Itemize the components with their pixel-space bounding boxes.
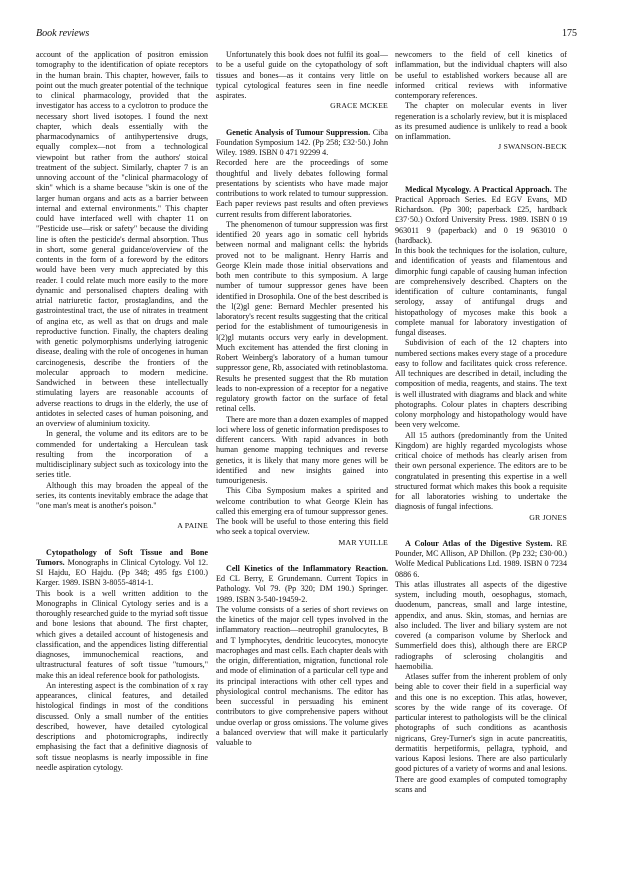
review-paragraph: In this book the techniques for the isolation, culture, and identification of yeasts and filamentous and dimorphic fungi capable of causing human infection are comprehensively described. Chapters on the identification of culture contaminants, fungal serology, assay of antifungal drugs and histopathology of mycoses make this book a complete manual for laboratory investigation of fungal diseases.: [395, 246, 567, 337]
book-title: Genetic Analysis of Tumour Suppression.: [226, 127, 371, 137]
reviewer-signature: A PAINE: [177, 521, 208, 531]
column-3: [395, 50, 567, 795]
book-title: A Colour Atlas of the Digestive System.: [405, 538, 553, 548]
review-paragraph: Although this may broaden the appeal of the series, its contents inevitably embrace the adage that "one man's meat is another's poison.": [36, 480, 208, 510]
review-paragraph: Subdivision of each of the 12 chapters into numbered sections makes every stage of a procedure easy to follow and facilitates quick cross reference. All techniques are described in detail, including the composition of media, reagents, and stains. The text is well illustrated with diagrams and black and white photographs. Colour plates in chapters describing colony morphology and histopathology would have been very welcome.: [395, 338, 567, 430]
review-paragraph: The chapter on molecular events in liver regeneration is a scholarly review, but it is misplaced as its presumed audience is unlikely to read a book on inflammation.: [395, 101, 567, 141]
review-paragraph: All 15 authors (predominantly from the United Kingdom) are highly regarded mycologists whose critical choice of methods has clearly arisen from their own personal experience. The editors are to be congratulated in presenting this expertise in a well structured format which makes this book a requisite for all laboratories wishing to undertake the diagnosis of fungal infections.: [395, 430, 567, 512]
review-citation: [395, 185, 567, 247]
review-citation: [216, 564, 388, 605]
review-paragraph: This book is a well written addition to the Monographs in Clinical Cytology series and is a thoroughly researched guide to the myriad soft tissue and bone lesions that abound. The first chapter, which gives a detailed account of histogenesis and classification, and the appendices listing differential diagnoses, immunochemical reactions, and ultrastructural features of soft tissue "tumours," make this an ideal reference book for pathologists.: [36, 588, 208, 680]
book-title: Cytopathology of Soft Tissue and Bone Tumors.: [36, 547, 208, 567]
review-citation: [36, 548, 208, 589]
review-paragraph: This Ciba Symposium makes a spirited and welcome contribution to what George Klein has called this emerging era of tumour suppressor genes. The book will be useful to those entering this field who seek a topical overview.: [216, 486, 388, 537]
book-title: Cell Kinetics of the Inflammatory Reaction.: [226, 563, 388, 573]
book-details: The Practical Approach Series. Ed EGV Evans, MD Richardson. (Pp 300; paperback £25, hardback £37·50.) Oxford University Press. 1989. ISBN 0 19 963011 9 (paperback) and 0 19 963010 0 (hardback).: [395, 184, 567, 245]
review-paragraph: An interesting aspect is the combination of x ray appearances, clinical features, and detailed histological findings in most of the conditions discussed. Only a small number of the entities described, however, have detailed cytological descriptions and photomicrographs, indirectly emphasising the fact that a definitive diagnosis of soft tissue neoplasms is nearly impossible in fine needle aspiration cytology.: [36, 680, 208, 772]
book-details: Ed CL Berry, E Grundemann. Current Topics in Pathology. Vol 79. (Pp 320; DM 190.) Springer. 1989. ISBN 3-540-19459-2.: [216, 574, 388, 604]
book-details: RE Pounder, MC Allison, AP Dhillon. (Pp 232; £30·00.) Wolfe Medical Publications Ltd. 1989. ISBN 0 7234 0886 6.: [395, 538, 567, 579]
reviewer-signature: MAR YUILLE: [338, 537, 388, 547]
book-details: Ciba Foundation Symposium 142. (Pp 258; £32·50.) John Wiley. 1989. ISBN 0 471 92299 4.: [216, 127, 388, 157]
review-paragraph: The phenomenon of tumour suppression was first identified 20 years ago in somatic cell hybrids between normal and malignant cells: the hybrids proved not to be malignant. Henry Harris and George Klein made those initial observations and both men contribute to this symposium. A large number of tumour suppressor genes have been identified in Drosophila. One of the best described is the l(2)gl gene: Bernard Mechler presented his laboratory's recent results suggesting that the critical period for the establishment of tumourigenesis in l(2)gl mutants occurs very early in development. Much excitement has attended the first cloning in Robert Weinberg's laboratory of a human tumour suppressor gene, Rb, associated with retinoblastoma. Results he presented suggest that the Rb mutation leads to non-expression of a receptor for a negative regulatory growth factor on the surface of fetal retinal cells.: [216, 219, 388, 414]
running-header: Book reviews: [36, 28, 90, 39]
review-paragraph: account of the application of positron emission tomography to the identification of opiate receptors in the human brain. This chapter, however, fails to point out the much greater potential of the technique to clinical pharmacology, provided that the investigator has access to a cyclotron to produce the necessary short lived isotopes. I found the next chapter, which deals essentially with the pharmacodynamics of antihypertensive drugs, equally complex—not from a technological viewpoint but rather from the authors' stoical treatment of the subject. Similarly, chapter 7 is an unnoving account of the "clinical pharmacology of skin" which is a shame because "skin is one of the larger human organs and acts as a barrier between internal and external environments." This chapter could have interfaced well with chapter 11 on "Pesticide use—risk or safety" because the dividing line is often the pesticide's dermal absorption. Thus in short, some general guidance/overview of the contents in the form of a foreword by the editors would have been very much appreciated by this reader. I could relate much more easily to the more dynamic and personalised chapters dealing with atrial natriuretic factor, prostaglandins, and the gastrointestinal tract, the use of nitrates in treatment of angina etc, as well as that on drugs and male reproductive function. Finally, the chapters dealing with genetic polymorphisms underlying iatrogenic disease, dealing with the role of oncogenes in human carcinogenesis, describe the frontiers of the molecular approach to modern medicine. Sandwiched in between these intellectually stimulating layers are reasonable accounts of adverse reactions to drugs in the elderly, the use of antidotes in selected cases of human poisoning, and an overview of aluminium toxicity.: [36, 50, 208, 428]
reviewer-signature: GR JONES: [529, 512, 567, 522]
review-paragraph: Atlases suffer from the inherent problem of only being able to cover their field in a superficial way and this one is no exception. This atlas, however, scores by the wide range of its coverage. Of particular interest to pathologists will be the clinical photographs of such conditions as acanthosis nigricans, Grey-Turner's sign in acute pancreatitis, dermatitis herpetiformis, pellagra, typhoid, and various Kaposi lesions. There are also particularly good pictures of a variety of worms and anal lesions. There are good examples of computed tomography scans and: [395, 672, 567, 794]
column-2: [216, 50, 388, 748]
review-paragraph: In general, the volume and its editors are to be commended for undertaking a Herculean task resulting from the incorporation of a multidisciplinary subject such as toxicology into the series title.: [36, 429, 208, 480]
review-citation: [216, 128, 388, 159]
review-paragraph: Recorded here are the proceedings of some thoughtful and lively debates following formal presentations by scientists who have made major contributions to work related to tumour suppression. Each paper reviews past results and often previews current results from different laboratories.: [216, 158, 388, 219]
review-paragraph: Unfortunately this book does not fulfil its goal—to be a useful guide on the cytopathology of soft tissues and bones—as it contains very little on typical cytological features seen in fine needle aspirates.: [216, 50, 388, 100]
review-citation: [395, 539, 567, 580]
book-title: Medical Mycology. A Practical Approach.: [405, 184, 552, 194]
page-number: 175: [562, 28, 577, 39]
book-details: Monographs in Clinical Cytology. Vol 12. SI Hajdu, EO Hajdu. (Pp 348; 495 fgs £100.) Karger. 1989. ISBN 3-8055-4814-1.: [36, 557, 208, 588]
review-paragraph: This atlas illustrates all aspects of the digestive system, including mouth, oesophagus, stomach, duodenum, pancreas, small and large intestine, appendix, and anus. Skin, stomas, and hernias are also included. The liver and biliary system are not covered (a comparison volume by Sherlock and Summerfield does this), although there are ERCP radiographs of sclerosing cholangitis and haemobilia.: [395, 579, 567, 671]
review-paragraph: There are more than a dozen examples of mapped loci where loss of genetic information predisposes to different cancers. With rapid advances in both human genome mapping techniques and reverse genetics, it is likely that many more genes will be identified and new insights gained into tumourigenesis.: [216, 414, 388, 485]
reviewer-signature: GRACE MCKEE: [330, 101, 388, 111]
review-paragraph: The volume consists of a series of short reviews on the kinetics of the major cell types involved in the inflammatory reaction—neutrophil granulocytes, B and T lymphocytes, dendritic leucocytes, monocyte macrophages and mast cells. Each chapter deals with the origin, differentiation, migration, functional role and mode of elimination of a particular cell type and its principal interactions with other cell types and physiological control mechanisms. The editor has been successful in persuading his eminent contributors to give comprehensive papers without undue overlap or gross omissions. The volume gives a balanced overview that will make it particularly valuable to: [216, 604, 388, 747]
column-1: [36, 50, 208, 773]
reviewer-signature: J SWANSON-BECK: [498, 142, 567, 152]
review-paragraph: newcomers to the field of cell kinetics of inflammation, but the individual chapters will also be useful to established workers because all are informed critical reviews with informative contemporary references.: [395, 50, 567, 100]
